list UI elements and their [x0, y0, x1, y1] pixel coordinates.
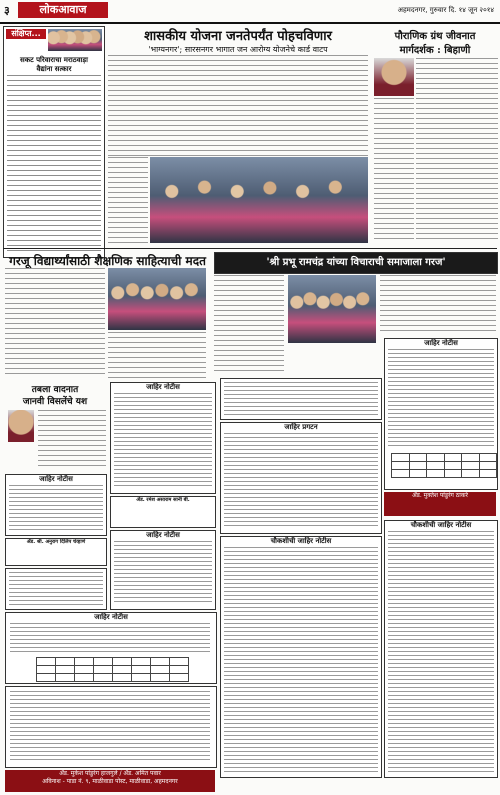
newspaper-logo: लोकआवाज — [18, 2, 108, 18]
notice-title-9: जाहिर नोटीस — [424, 339, 458, 347]
brief-story2-sub: जानवी विसलेंचे यश — [22, 397, 88, 407]
notice-box-8 — [220, 536, 382, 778]
advocate-banner-2 — [384, 492, 496, 516]
notice-text-7 — [224, 433, 378, 529]
brief-label: संक्षिप्त... — [6, 29, 46, 39]
students-body-text-2 — [108, 332, 206, 378]
notice-title-2: जाहिर नोटीस — [94, 613, 128, 621]
right-story-body-text-2 — [374, 98, 414, 243]
notice-box-3 — [5, 686, 217, 768]
right-story-photo — [374, 58, 414, 96]
notice-text-5 — [114, 541, 212, 605]
tabla-body-text — [38, 410, 106, 470]
notice-box-6 — [220, 378, 382, 420]
students-photo — [108, 268, 206, 330]
page-number: ३ — [4, 4, 10, 17]
notice-title-4: जाहिर नोटीस — [146, 383, 180, 391]
notice-box-7 — [220, 422, 382, 534]
notice-box-5 — [110, 530, 216, 610]
notice-text-8 — [224, 547, 378, 773]
brief-photo — [48, 29, 102, 51]
brief-story1-title: सकट परिवाराचा मराठवाड़ा — [20, 55, 88, 64]
students-headline: गरजू विद्यार्थ्यांसाठी शैक्षणिक साहित्याची मदत — [9, 254, 206, 268]
notice-text-4 — [114, 393, 212, 489]
brief-story1-sub: वैद्यांना सत्कार — [36, 64, 72, 73]
notice-text-10 — [388, 531, 494, 773]
lead-headline: शासकीय योजना जनतेपर्यंत पोहचविणार — [144, 29, 332, 44]
brief-story2-title: तबला वादनात — [31, 385, 79, 395]
notice-table-2 — [391, 453, 497, 478]
advocate-name-4: ॲड. मुकेश पांडुरंग हाजगुले / ॲड. अमित पवार — [59, 770, 161, 777]
notice-title-10: चौकशीची जाहिर नोटीस — [410, 521, 472, 529]
brief-body-text — [7, 75, 101, 253]
notice-box-10 — [384, 520, 498, 778]
notice-box-9 — [384, 338, 498, 490]
brief-column — [3, 26, 105, 258]
advocate-name-3: ॲड. मुक्तेश पांडुरंग ठाकरे — [412, 492, 468, 499]
advocate-box-1 — [5, 538, 107, 566]
right-story-body-text — [416, 58, 498, 243]
right-story-headline-1: पौराणिक ग्रंथ जीवनात — [394, 31, 476, 42]
right-story-headline-2: मार्गदर्शक : बिहाणी — [399, 45, 471, 56]
notice-title-5: जाहिर नोटीस — [146, 531, 180, 539]
quote-headline: 'श्री प्रभू रामचंद्र यांच्या विचाराची समाजाला गरज' — [266, 257, 446, 268]
notice-box-1 — [5, 474, 107, 536]
notice-text-1b — [9, 572, 103, 606]
lead-subhead: 'भाग्यनगर'; सारसनगर भागात जन आरोग्य योजनेचे कार्ड वाटप — [148, 45, 328, 54]
quote-body-text — [214, 275, 284, 375]
notice-box-1b — [5, 568, 107, 610]
notice-title-8: चौकशीची जाहिर नोटीस — [270, 537, 332, 545]
dateline: अहमदनगर, गुरुवार दि. १४ जून २०१४ — [397, 6, 494, 14]
advocate-banner-1 — [5, 770, 215, 792]
quote-banner — [214, 252, 498, 274]
advocate-name-1: ॲड. श्री. अनुराग दिलिप चेव्हाणे — [26, 539, 86, 545]
notice-title-1: जाहिर नोटीस — [39, 475, 73, 483]
notice-text-9 — [388, 349, 494, 449]
notice-box-4 — [110, 382, 216, 494]
notice-text-3 — [10, 691, 210, 763]
section-rule — [3, 248, 497, 249]
quote-body-text-2 — [380, 275, 496, 335]
advocate-box-2 — [110, 496, 216, 528]
lead-body-text — [108, 55, 368, 157]
notice-box-2 — [5, 612, 217, 684]
notice-text-2 — [10, 623, 210, 653]
lead-body-text-2 — [108, 157, 148, 243]
advocate-office-1: अविनाश - पाडा नं. ९, माळीवाडा पोस्ट, माळीवाडा, अहमदनगर — [42, 778, 178, 785]
notice-text-6 — [224, 382, 378, 416]
quote-photo — [288, 275, 376, 343]
advocate-name-2: ॲड. रमेश असाराम सानी बी. — [136, 497, 190, 503]
notice-table-1 — [36, 657, 189, 682]
lead-photo — [150, 157, 368, 243]
students-body-text — [5, 268, 105, 378]
notice-text-1 — [9, 485, 103, 531]
masthead — [0, 0, 500, 24]
tabla-photo — [8, 410, 34, 442]
notice-title-7: जाहिर प्रगटन — [284, 423, 318, 431]
